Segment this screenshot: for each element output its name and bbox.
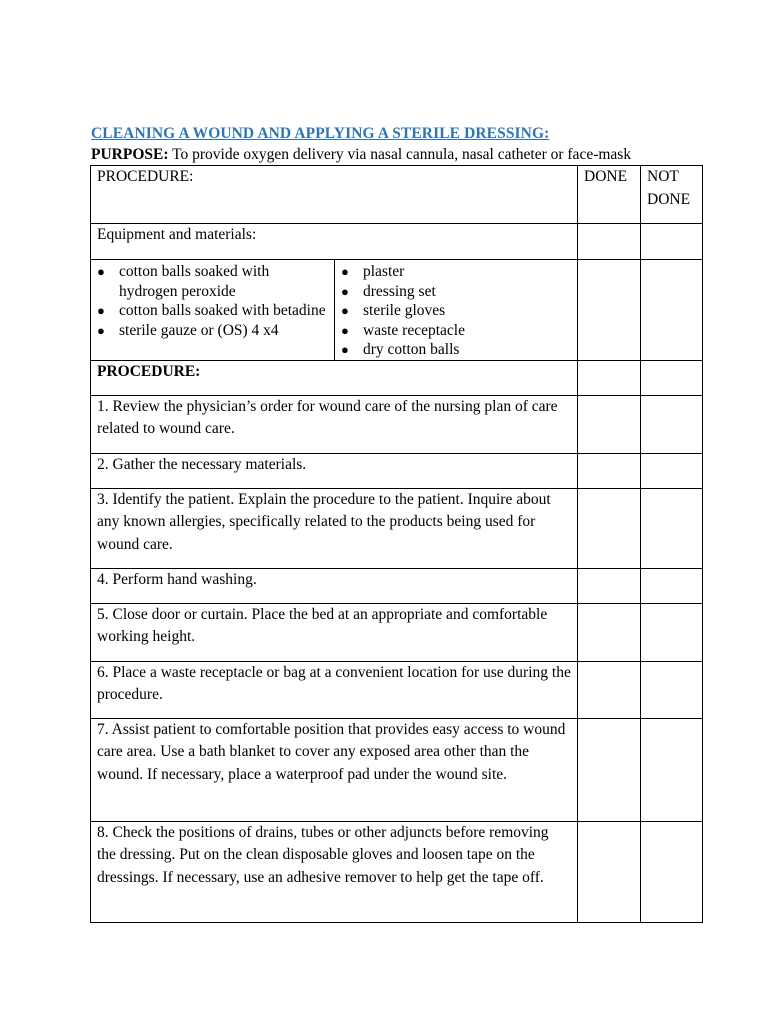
done-checkbox-cell[interactable] <box>578 453 641 488</box>
procedure-step-row <box>91 661 703 718</box>
purpose-line <box>91 146 631 164</box>
done-checkbox-cell[interactable] <box>578 661 641 718</box>
not-done-checkbox-cell[interactable] <box>641 568 703 603</box>
procedure-step-row <box>91 603 703 661</box>
equipment-item-text: waste receptacle <box>363 321 465 339</box>
not-done-checkbox-cell[interactable] <box>641 821 703 922</box>
header-procedure-cell <box>91 166 578 224</box>
equipment-label-cell <box>91 224 578 260</box>
equipment-item <box>341 301 573 321</box>
equipment-item <box>341 321 573 341</box>
header-not-done-cell <box>641 166 703 224</box>
header-procedure-label: PROCEDURE: <box>97 168 194 185</box>
equipment-item <box>97 262 330 301</box>
header-done-cell <box>578 166 641 224</box>
procedure-step-cell <box>91 568 578 603</box>
procedure-step-text: 3. Identify the patient. Explain the procedure to the patient. Inquire about any known allergies, specifically related to the products being used for wound care. <box>97 490 551 553</box>
equipment-item-text: cotton balls soaked with betadine <box>119 302 326 319</box>
bullet-icon: ● <box>341 283 349 299</box>
equipment-item-text: sterile gauze or (OS) 4 x4 <box>119 321 279 339</box>
table-header-row <box>91 166 703 224</box>
procedure-step-text: 6. Place a waste receptacle or bag at a convenient location for use during the procedure. <box>97 663 571 703</box>
procedure-step-cell <box>91 661 578 718</box>
procedure-step-text: 4. Perform hand washing. <box>97 570 257 588</box>
procedure-checklist-table <box>90 165 703 923</box>
purpose-label: PURPOSE: <box>91 146 169 163</box>
not-done-checkbox-cell[interactable] <box>641 360 703 395</box>
done-checkbox-cell[interactable] <box>578 224 641 260</box>
bullet-icon: ● <box>97 264 105 279</box>
bullet-icon: ● <box>97 322 105 338</box>
equipment-item <box>341 282 573 302</box>
equipment-item <box>341 340 573 360</box>
done-checkbox-cell[interactable] <box>578 718 641 821</box>
not-done-checkbox-cell[interactable] <box>641 453 703 488</box>
not-done-checkbox-cell[interactable] <box>641 603 703 661</box>
not-done-checkbox-cell[interactable] <box>641 661 703 718</box>
procedure-step-row <box>91 568 703 603</box>
procedure-step-cell <box>91 603 578 661</box>
procedure-step-cell <box>91 821 578 922</box>
procedure-step-text: 5. Close door or curtain. Place the bed at an appropriate and comfortable working height. <box>97 605 548 645</box>
equipment-item-text: dressing set <box>363 282 436 300</box>
bullet-icon: ● <box>341 322 349 338</box>
equipment-item-text: plaster <box>363 263 405 280</box>
procedure-step-text: 2. Gather the necessary materials. <box>97 455 307 473</box>
equipment-list-right <box>335 260 577 360</box>
not-done-checkbox-cell[interactable] <box>641 224 703 260</box>
equipment-label: Equipment and materials: <box>97 226 257 243</box>
procedure-step-row <box>91 821 703 922</box>
done-checkbox-cell[interactable] <box>578 260 641 361</box>
procedure-step-cell <box>91 718 578 821</box>
procedure-step-text: 8. Check the positions of drains, tubes or other adjuncts before removing the dressing. Put on the clean disposable gloves and loosen tape on the dressings. If necessary, use an adhesive remover to help get the tape off. <box>97 823 549 886</box>
procedure-step-row <box>91 718 703 821</box>
header-done-label: DONE <box>584 168 628 185</box>
done-checkbox-cell[interactable] <box>578 360 641 395</box>
equipment-item-text: dry cotton balls <box>363 341 460 358</box>
equipment-list-row <box>91 260 703 361</box>
bullet-icon: ● <box>97 303 105 318</box>
procedure-step-cell <box>91 488 578 568</box>
procedure-label-row <box>91 360 703 395</box>
bullet-icon: ● <box>341 264 349 279</box>
purpose-text: To provide oxygen delivery via nasal cannula, nasal catheter or face-mask <box>168 146 632 163</box>
procedure-step-row <box>91 453 703 488</box>
equipment-item <box>341 262 573 282</box>
procedure-step-cell <box>91 453 578 488</box>
equipment-item-text: sterile gloves <box>363 302 446 319</box>
equipment-item-text: cotton balls soaked with hydrogen peroxide <box>119 263 270 300</box>
done-checkbox-cell[interactable] <box>578 603 641 661</box>
equipment-label-row <box>91 224 703 260</box>
not-done-checkbox-cell[interactable] <box>641 488 703 568</box>
equipment-item <box>97 301 330 321</box>
equipment-list-cell <box>91 260 578 361</box>
procedure-step-row <box>91 395 703 453</box>
procedure-step-cell <box>91 395 578 453</box>
procedure-step-row <box>91 488 703 568</box>
done-checkbox-cell[interactable] <box>578 821 641 922</box>
equipment-lists <box>91 260 577 360</box>
procedure-step-text: 7. Assist patient to comfortable position that provides easy access to wound care area. Use a bath blanket to cover any exposed area other than the wound. If necessary, place a waterproof pad under the wound site. <box>97 720 566 783</box>
header-not-done-label-line2: DONE <box>647 190 691 208</box>
procedure-step-text: 1. Review the physician’s order for wound care of the nursing plan of care related to wound care. <box>97 397 558 437</box>
done-checkbox-cell[interactable] <box>578 395 641 453</box>
not-done-checkbox-cell[interactable] <box>641 260 703 361</box>
equipment-list-left <box>91 260 335 360</box>
done-checkbox-cell[interactable] <box>578 568 641 603</box>
not-done-checkbox-cell[interactable] <box>641 718 703 821</box>
procedure-label-cell <box>91 360 578 395</box>
procedure-label: PROCEDURE: <box>97 362 201 380</box>
equipment-item <box>97 321 330 341</box>
header-not-done-label-line1: NOT <box>647 168 679 185</box>
not-done-checkbox-cell[interactable] <box>641 395 703 453</box>
done-checkbox-cell[interactable] <box>578 488 641 568</box>
document-title: CLEANING A WOUND AND APPLYING A STERILE DRESSING: <box>91 125 550 142</box>
bullet-icon: ● <box>341 342 349 357</box>
bullet-icon: ● <box>341 303 349 318</box>
